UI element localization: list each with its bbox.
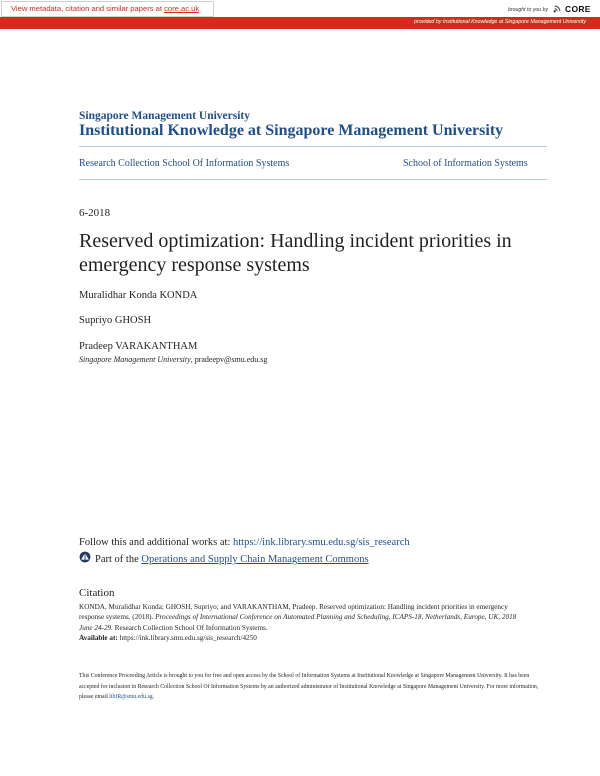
author-email: pradeepv@smu.edu.sg [194,355,268,364]
citation-authors-title: KONDA, Muralidhar Konda; GHOSH, Supriyo; and VARAKANTHAM, Pradeep. Reserved optimization: Handling incident priorities in emergency response systems. (2018). [79,603,508,622]
publication-date: 6-2018 [79,207,111,219]
citation-proceedings: Proceedings of International Conference on Automated Planning and Scheduling, ICAPS-18, Netherlands, Europe, UK, 2018 June 24-29. [79,613,517,632]
notice-end: . [152,694,155,700]
affiliation-separator: , [190,355,195,364]
core-logo-text[interactable]: CORE [565,4,591,14]
repository-title[interactable]: Institutional Knowledge at Singapore Management University [79,122,504,139]
paper-title: Reserved optimization: Handling incident priorities in emergency response systems [79,230,512,276]
follow-label: Follow this and additional works at: [79,537,233,548]
core-metadata-link[interactable] [11,4,199,13]
commons-link[interactable]: Operations and Supply Chain Management Commons [141,554,369,565]
brought-to-you-text: brought to you by [508,7,549,13]
author-name: Supriyo GHOSH [79,315,152,326]
affiliation-name: Singapore Management University [79,355,191,364]
follow-line [79,537,410,548]
collection-link[interactable]: Research Collection School Of Information Systems [79,158,290,169]
university-name[interactable]: Singapore Management University [79,110,251,122]
header-divider-bottom [79,179,547,180]
citation-text [79,602,524,643]
author-name: Pradeep VARAKANTHAM [79,341,198,352]
school-link[interactable]: School of Information Systems [403,158,528,169]
header-divider-top [79,146,547,147]
part-of-label: Part of the [95,554,142,565]
core-ac-uk-link[interactable]: core.ac.uk [164,4,200,13]
research-collection-url[interactable]: https://ink.library.smu.edu.sg/sis_research [233,537,410,548]
citation-heading: Citation [79,587,115,599]
access-notice [79,671,549,703]
notice-body: This Conference Proceeding Article is brought to you for free and open access by the School of Information Systems at Institutional Knowledge at Singapore Management University. It has been accepted for inclusion in Research Collection School Of Information Systems by an authorized administrator of Institutional Knowledge at Singapore Management University. For more information, please email [79,673,539,700]
part-of-line [95,554,369,565]
core-link-prefix: View metadata, citation and similar papers at [11,4,165,13]
library-email-link[interactable]: libIR@smu.edu.sg [109,694,153,700]
author-affiliation [79,355,267,364]
citation-collection: Research Collection School Of Information Systems. [112,623,268,632]
available-at-url: https://ink.library.smu.edu.sg/sis_research/4250 [117,633,257,642]
author-name: Muralidhar Konda KONDA [79,290,198,301]
core-logo-icon [552,3,563,14]
available-at-label: Available at: [79,633,118,642]
network-icon [79,551,91,563]
provided-by-text: provided by Institutional Knowledge at Singapore Management University [414,19,586,25]
